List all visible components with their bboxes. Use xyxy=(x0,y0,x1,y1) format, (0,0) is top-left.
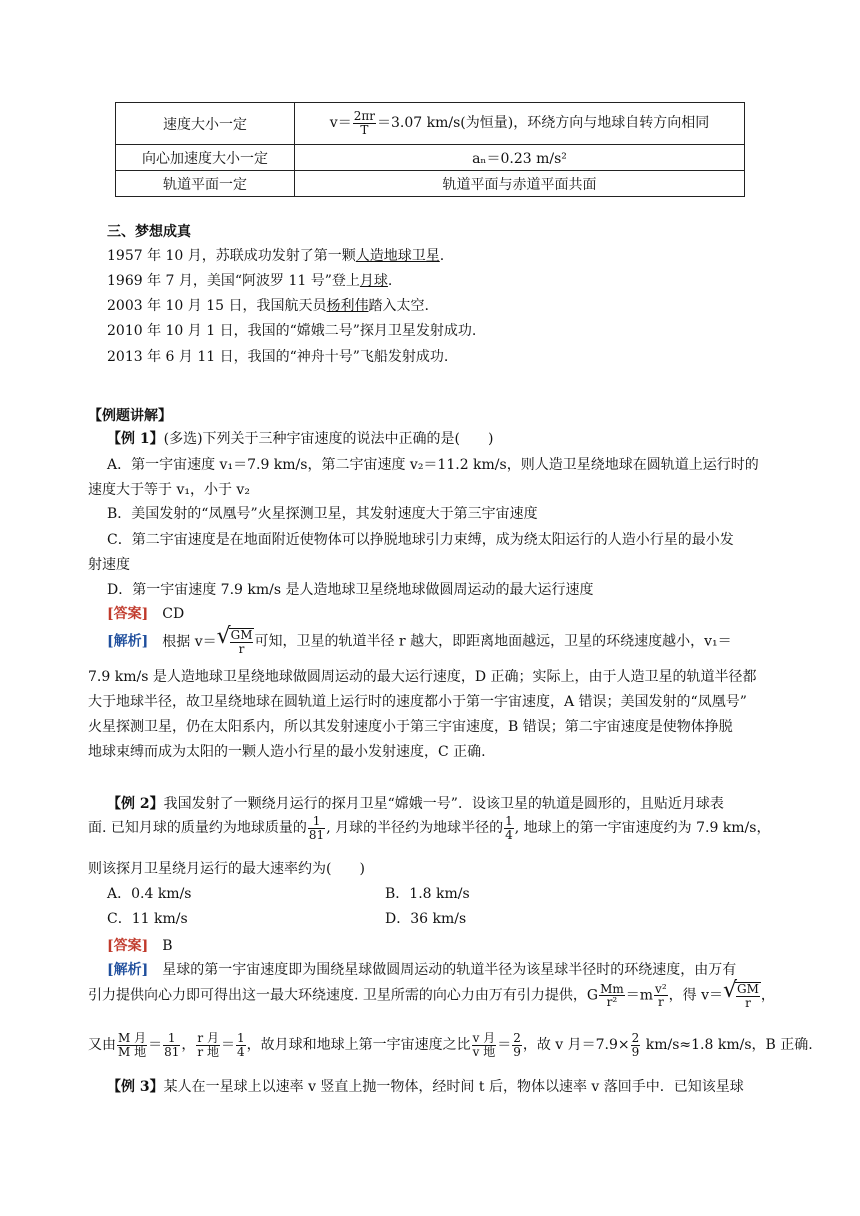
denominator: 4 xyxy=(236,1044,245,1059)
numerator: 1 xyxy=(505,814,513,828)
answer-line xyxy=(107,603,184,623)
text: 可知，卫星的轨道半径 r 越大，即距离地面越远，卫星的环绕速度越小，v₁＝ xyxy=(254,633,732,650)
explanation-line: 大于地球半径，故卫星绕地球在圆轨道上运行时的速度都小于第一宇宙速度，A 错误；美国发射的“凤凰号” xyxy=(88,694,747,710)
denominator: r xyxy=(745,995,751,1010)
example-tag: 【例 3】 xyxy=(107,1079,164,1095)
table-cell: 轨道平面一定 xyxy=(116,171,295,197)
table-cell: 向心加速度大小一定 xyxy=(116,145,295,171)
fraction xyxy=(472,1032,497,1058)
history-line xyxy=(107,245,444,265)
text: km/s≈1.8 km/s，B 正确. xyxy=(641,1037,813,1054)
option-d: D．36 km/s xyxy=(385,911,467,927)
explanation-line xyxy=(107,959,736,979)
denominator: T xyxy=(360,123,369,137)
text: . xyxy=(439,248,445,264)
text: 根据 v＝ xyxy=(162,633,217,650)
denominator: 4 xyxy=(505,827,513,842)
text: 2003 年 10 月 15 日，我国航天员 xyxy=(107,298,327,314)
example-tag: 【例 2】 xyxy=(107,796,164,812)
option-b: B．1.8 km/s xyxy=(385,886,470,902)
fraction xyxy=(196,1032,220,1058)
question-line xyxy=(88,815,770,841)
text: ＝ xyxy=(148,1037,163,1054)
history-line xyxy=(107,295,429,315)
question-text: 某人在一星球上以速率 v 竖直上抛一物体，经时间 t 后，物体以速率 v 落回手中．已知该星球 xyxy=(163,1079,744,1095)
option-c: C．11 km/s xyxy=(107,911,188,927)
denominator: r xyxy=(657,995,664,1010)
history-line: 2010 年 10 月 1 日，我国的“嫦娥二号”探月卫星发射成功. xyxy=(107,323,477,339)
text: ， xyxy=(181,1037,196,1054)
explanation-line xyxy=(88,1032,813,1058)
explanation-line xyxy=(88,978,775,1010)
table-cell xyxy=(295,103,745,145)
table-row xyxy=(116,171,745,197)
question-text: 我国发射了一颗绕月运行的探月卫星“嫦娥一号”．设该卫星的轨道是圆形的，且贴近月球表 xyxy=(163,796,724,812)
text: ， xyxy=(760,987,775,1004)
example-question xyxy=(107,793,724,813)
answer-label: [答案] xyxy=(107,938,149,954)
text: ＝ xyxy=(497,1037,512,1054)
option-c-cont: 射速度 xyxy=(88,557,130,573)
text: 1957 年 10 月，苏联成功发射了第一颗 xyxy=(107,248,356,264)
text: ，故月球和地球上第一宇宙速度之比 xyxy=(246,1037,471,1054)
explanation-label: [解析] xyxy=(107,962,149,978)
underlined-text: 杨利伟 xyxy=(326,298,369,314)
option-b: B．美国发射的“凤凰号”火星探测卫星，其发射速度大于第三宇宙速度 xyxy=(107,506,538,522)
option-a-cont: 速度大于等于 v₁，小于 v₂ xyxy=(88,482,250,498)
fraction xyxy=(353,110,376,136)
denominator: r 地 xyxy=(197,1044,219,1059)
example-tag: 【例 1】 xyxy=(107,431,164,447)
option-d: D．第一宇宙速度 7.9 km/s 是人造地球卫星绕地球做圆周运动的最大运行速度 xyxy=(107,582,594,598)
text: . xyxy=(387,273,393,289)
option-c: C．第二宇宙速度是在地面附近使物体可以挣脱地球引力束缚，成为绕太阳运行的人造小行星的最小发 xyxy=(107,532,734,548)
example-question xyxy=(107,1076,744,1096)
explanation-line xyxy=(107,624,732,656)
numerator: GM xyxy=(230,628,253,642)
numerator: M 月 xyxy=(118,1031,147,1045)
fraction xyxy=(736,983,760,1009)
table-cell: 速度大小一定 xyxy=(116,103,295,145)
text: ＝m xyxy=(625,987,654,1004)
explanation-line: 火星探测卫星，仍在太阳系内，所以其发射速度小于第三宇宙速度，B 错误；第二宇宙速度是使物体挣脱 xyxy=(88,719,733,735)
fraction xyxy=(504,815,514,841)
explanation-label: [解析] xyxy=(107,633,149,650)
history-line xyxy=(107,270,392,290)
fraction xyxy=(599,983,625,1009)
answer-value: CD xyxy=(162,606,185,622)
denominator: 81 xyxy=(308,827,325,842)
numerator: v² xyxy=(655,981,667,996)
sqrt-formula: √ $\frac{GM}{r}$ xyxy=(723,978,759,1010)
option-a: A．0.4 km/s xyxy=(107,886,192,902)
denominator: r xyxy=(238,641,245,656)
numerator: 1 xyxy=(308,815,325,829)
history-line: 2013 年 6 月 11 日，我国的“神舟十号”飞船发射成功. xyxy=(107,349,449,365)
numerator: 1 xyxy=(163,1032,180,1046)
table-cell: aₙ＝0.23 m/s² xyxy=(295,145,745,171)
text: ，故 v 月＝7.9× xyxy=(522,1037,630,1054)
numerator: 1 xyxy=(236,1031,245,1045)
explanation-line: 7.9 km/s 是人造地球卫星绕地球做圆周运动的最大运行速度，D 正确；实际上，由于人造卫星的轨道半径都 xyxy=(88,669,757,685)
numerator: 2 xyxy=(631,1031,640,1045)
properties-table xyxy=(115,102,745,197)
numerator: r 月 xyxy=(197,1031,219,1045)
examples-heading: 【例题讲解】 xyxy=(88,408,172,424)
text: 引力提供向心力即可得出这一最大环绕速度. 卫星所需的向心力由万有引力提供，G xyxy=(88,987,599,1004)
table-row xyxy=(116,145,745,171)
example-question xyxy=(107,428,493,448)
numerator: 2πr xyxy=(353,109,375,124)
fraction xyxy=(308,815,325,841)
option-a: A．第一宇宙速度 v₁＝7.9 km/s，第二宇宙速度 v₂＝11.2 km/s，则人造卫星绕地球在圆轨道上运行时的 xyxy=(107,457,759,473)
numerator: Mm xyxy=(600,981,624,996)
fraction xyxy=(236,1032,246,1058)
fraction xyxy=(163,1032,180,1058)
fraction xyxy=(631,1032,641,1058)
table-row xyxy=(116,103,745,145)
numerator: GM xyxy=(737,982,759,996)
underlined-text: 人造地球卫星 xyxy=(355,248,440,264)
denominator: 81 xyxy=(164,1044,180,1059)
text: 踏入太空. xyxy=(368,298,429,314)
numerator: 2 xyxy=(513,1031,521,1045)
answer-label: [答案] xyxy=(107,606,149,622)
sqrt-formula: √ $\frac{GM}{r}$ xyxy=(216,624,253,656)
table-cell: 轨道平面与赤道平面共面 xyxy=(295,171,745,197)
formula-text: ＝3.07 km/s(为恒量)，环绕方向与地球自转方向相同 xyxy=(376,115,710,132)
fraction xyxy=(117,1032,147,1058)
answer-line xyxy=(107,935,173,955)
text: , 地球上的第一宇宙速度约为 7.9 km/s， xyxy=(514,820,771,837)
text: ，得 v＝ xyxy=(668,987,723,1004)
denominator: r² xyxy=(606,995,618,1010)
numerator: v 月 xyxy=(472,1031,496,1045)
text: 1969 年 7 月，美国“阿波罗 11 号”登上 xyxy=(107,273,360,289)
denominator: 9 xyxy=(631,1044,640,1059)
denominator: 9 xyxy=(513,1044,521,1059)
denominator: M 地 xyxy=(118,1044,147,1059)
fraction xyxy=(230,629,254,655)
text: 又由 xyxy=(88,1037,116,1054)
fraction xyxy=(512,1032,522,1058)
section-heading: 三、梦想成真 xyxy=(107,224,191,240)
denominator: v 地 xyxy=(472,1044,496,1059)
formula-text: v＝ xyxy=(329,115,352,132)
question-text: (多选)下列关于三种宇宙速度的说法中正确的是( ) xyxy=(163,431,494,447)
text: 面. 已知月球的质量约为地球质量的 xyxy=(88,820,307,837)
underlined-text: 月球 xyxy=(359,273,388,289)
fraction xyxy=(654,983,668,1009)
text: 星球的第一宇宙速度即为围绕星球做圆周运动的轨道半径为该星球半径时的环绕速度，由万有 xyxy=(162,962,737,978)
text: , 月球的半径约为地球半径的 xyxy=(326,820,504,837)
text: ＝ xyxy=(220,1037,235,1054)
explanation-line: 地球束缚而成为太阳的一颗人造小行星的最小发射速度，C 正确. xyxy=(88,744,486,760)
question-line: 则该探月卫星绕月运行的最大速率约为( ) xyxy=(88,861,365,877)
answer-value: B xyxy=(162,938,173,954)
